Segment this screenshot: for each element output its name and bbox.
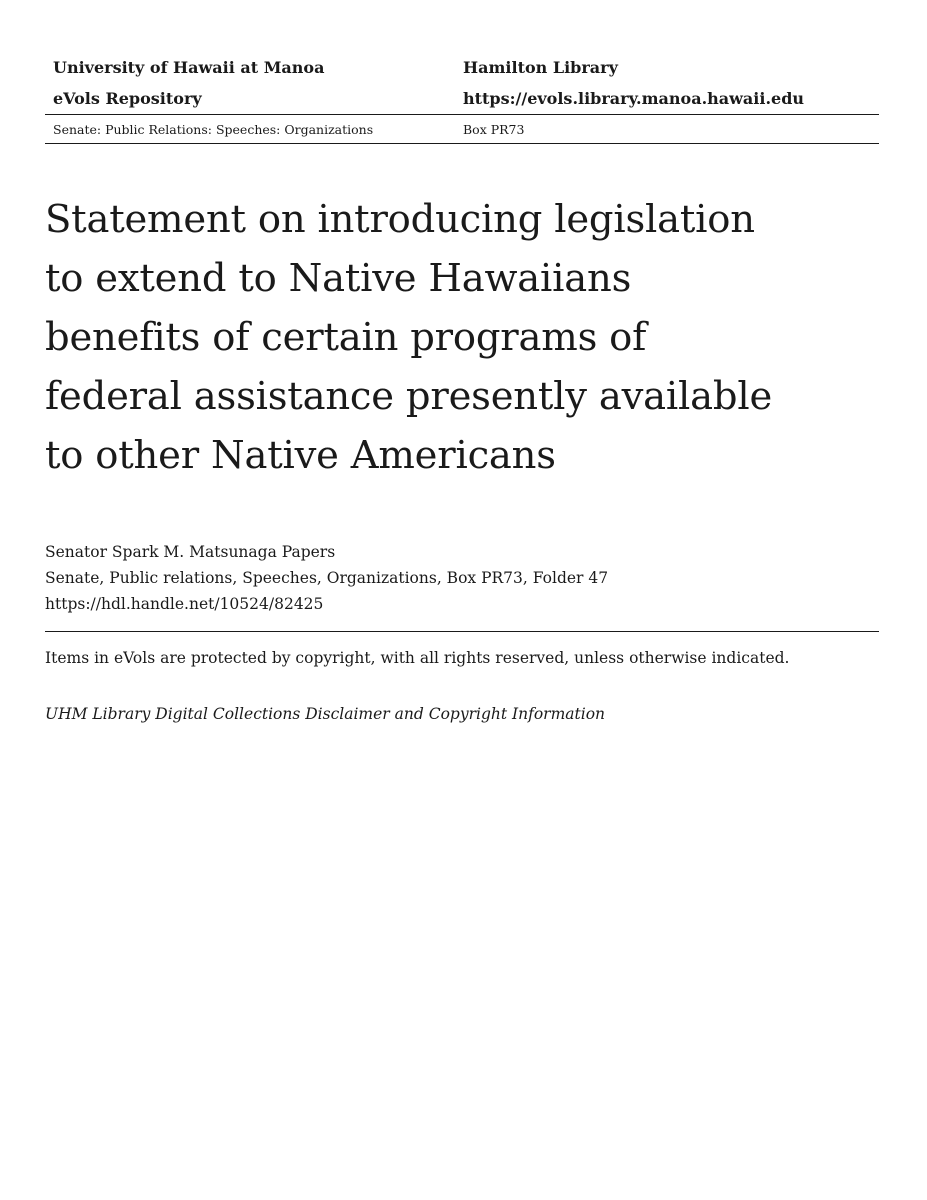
title-line: federal assistance presently available [45, 374, 773, 419]
collection-name: Senator Spark M. Matsunaga Papers [45, 543, 336, 561]
folder-location: Senate, Public relations, Speeches, Organizations, Box PR73, Folder 47 [45, 569, 609, 587]
document-metadata [45, 539, 608, 617]
box-label: Box PR73 [463, 122, 525, 137]
header-row-2 [45, 83, 879, 114]
title-line: Statement on introducing legislation [45, 197, 755, 242]
document-header [45, 52, 879, 144]
disclaimer-link[interactable]: UHM Library Digital Collections Disclaimer and Copyright Information [45, 705, 606, 723]
repository-url[interactable]: https://evols.library.manoa.hawaii.edu [463, 89, 805, 108]
header-row-3 [45, 115, 879, 143]
title-line: to other Native Americans [45, 433, 556, 478]
repository-name: eVols Repository [53, 89, 202, 108]
header-divider-bottom [45, 143, 879, 144]
institution-name: University of Hawaii at Manoa [53, 58, 325, 77]
content-divider [45, 631, 879, 632]
handle-link[interactable]: https://hdl.handle.net/10524/82425 [45, 595, 324, 613]
document-title [45, 190, 805, 485]
rights-statement: Items in eVols are protected by copyright, with all rights reserved, unless otherwise indicated. [45, 649, 790, 667]
library-name: Hamilton Library [463, 58, 618, 77]
title-line: benefits of certain programs of [45, 315, 647, 360]
collection-path: Senate: Public Relations: Speeches: Organizations [53, 122, 374, 137]
header-row-1 [45, 52, 879, 83]
title-line: to extend to Native Hawaiians [45, 256, 632, 301]
